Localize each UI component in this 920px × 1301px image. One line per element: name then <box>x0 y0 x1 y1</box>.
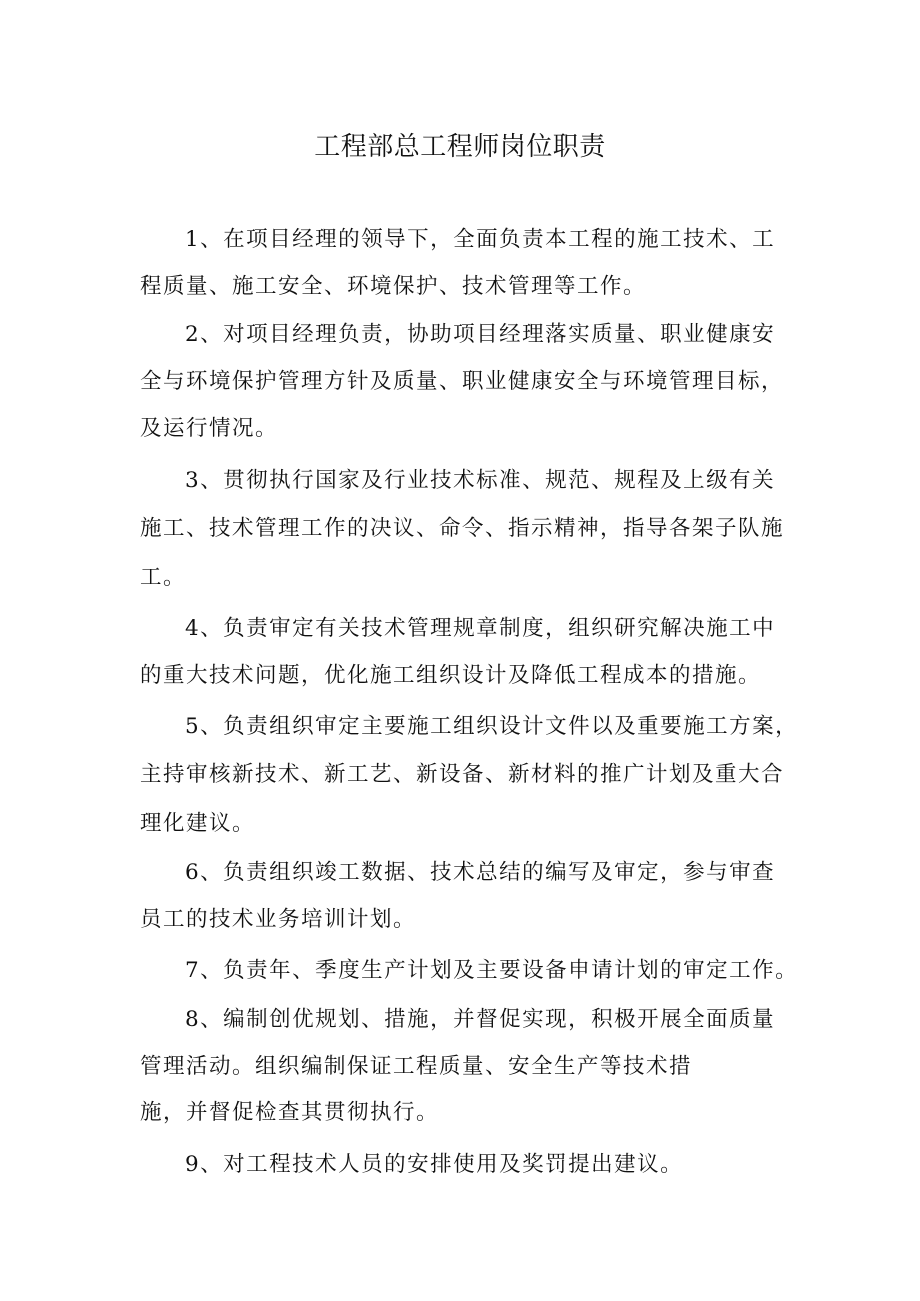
item-4-line-2: 的重大技术问题，优化施工组织设计及降低工程成本的措施。 <box>140 663 762 688</box>
item-3-line-3: 工。 <box>140 565 187 590</box>
item-7-line-1: 7、负责年、季度生产计划及主要设备申请计划的审定工作。 <box>185 958 799 983</box>
item-9-line-1: 9、对工程技术人员的安排使用及奖罚提出建议。 <box>185 1152 684 1177</box>
item-8-line-1: 8、编制创优规划、措施，并督促实现，积极开展全面质量 <box>185 1007 776 1032</box>
item-2-line-1: 2、对项目经理负责，协助项目经理落实质量、职业健康安 <box>185 322 776 347</box>
item-5-line-2: 主持审核新技术、新工艺、新设备、新材料的推广计划及重大合 <box>140 762 785 787</box>
item-6-line-1: 6、负责组织竣工数据、技术总结的编写及审定，参与审查 <box>185 860 776 885</box>
item-5-line-3: 理化建议。 <box>140 811 256 836</box>
item-4-line-1: 4、负责审定有关技术管理规章制度，组织研究解决施工中 <box>185 616 776 641</box>
item-2-line-2: 全与环境保护管理方针及质量、职业健康安全与环境管理目标， <box>140 369 785 394</box>
item-1-line-1: 1、在项目经理的领导下，全面负责本工程的施工技术、工 <box>185 227 776 252</box>
item-5-line-1: 5、负责组织审定主要施工组织设计文件以及重要施工方案， <box>185 714 799 739</box>
document-title: 工程部总工程师岗位职责 <box>314 132 606 162</box>
item-8-line-2: 管理活动。组织编制保证工程质量、安全生产等技术措 <box>140 1054 693 1079</box>
item-3-line-1: 3、贯彻执行国家及行业技术标准、规范、规程及上级有关 <box>185 468 776 493</box>
item-8-line-3: 施，并督促检查其贯彻执行。 <box>140 1100 440 1125</box>
item-6-line-2: 员工的技术业务培训计划。 <box>140 907 417 932</box>
item-3-line-2: 施工、技术管理工作的决议、命令、指示精神，指导各架子队施 <box>140 516 785 541</box>
item-1-line-2: 程质量、施工安全、环境保护、技术管理等工作。 <box>140 274 647 299</box>
item-2-line-3: 及运行情况。 <box>140 416 279 441</box>
